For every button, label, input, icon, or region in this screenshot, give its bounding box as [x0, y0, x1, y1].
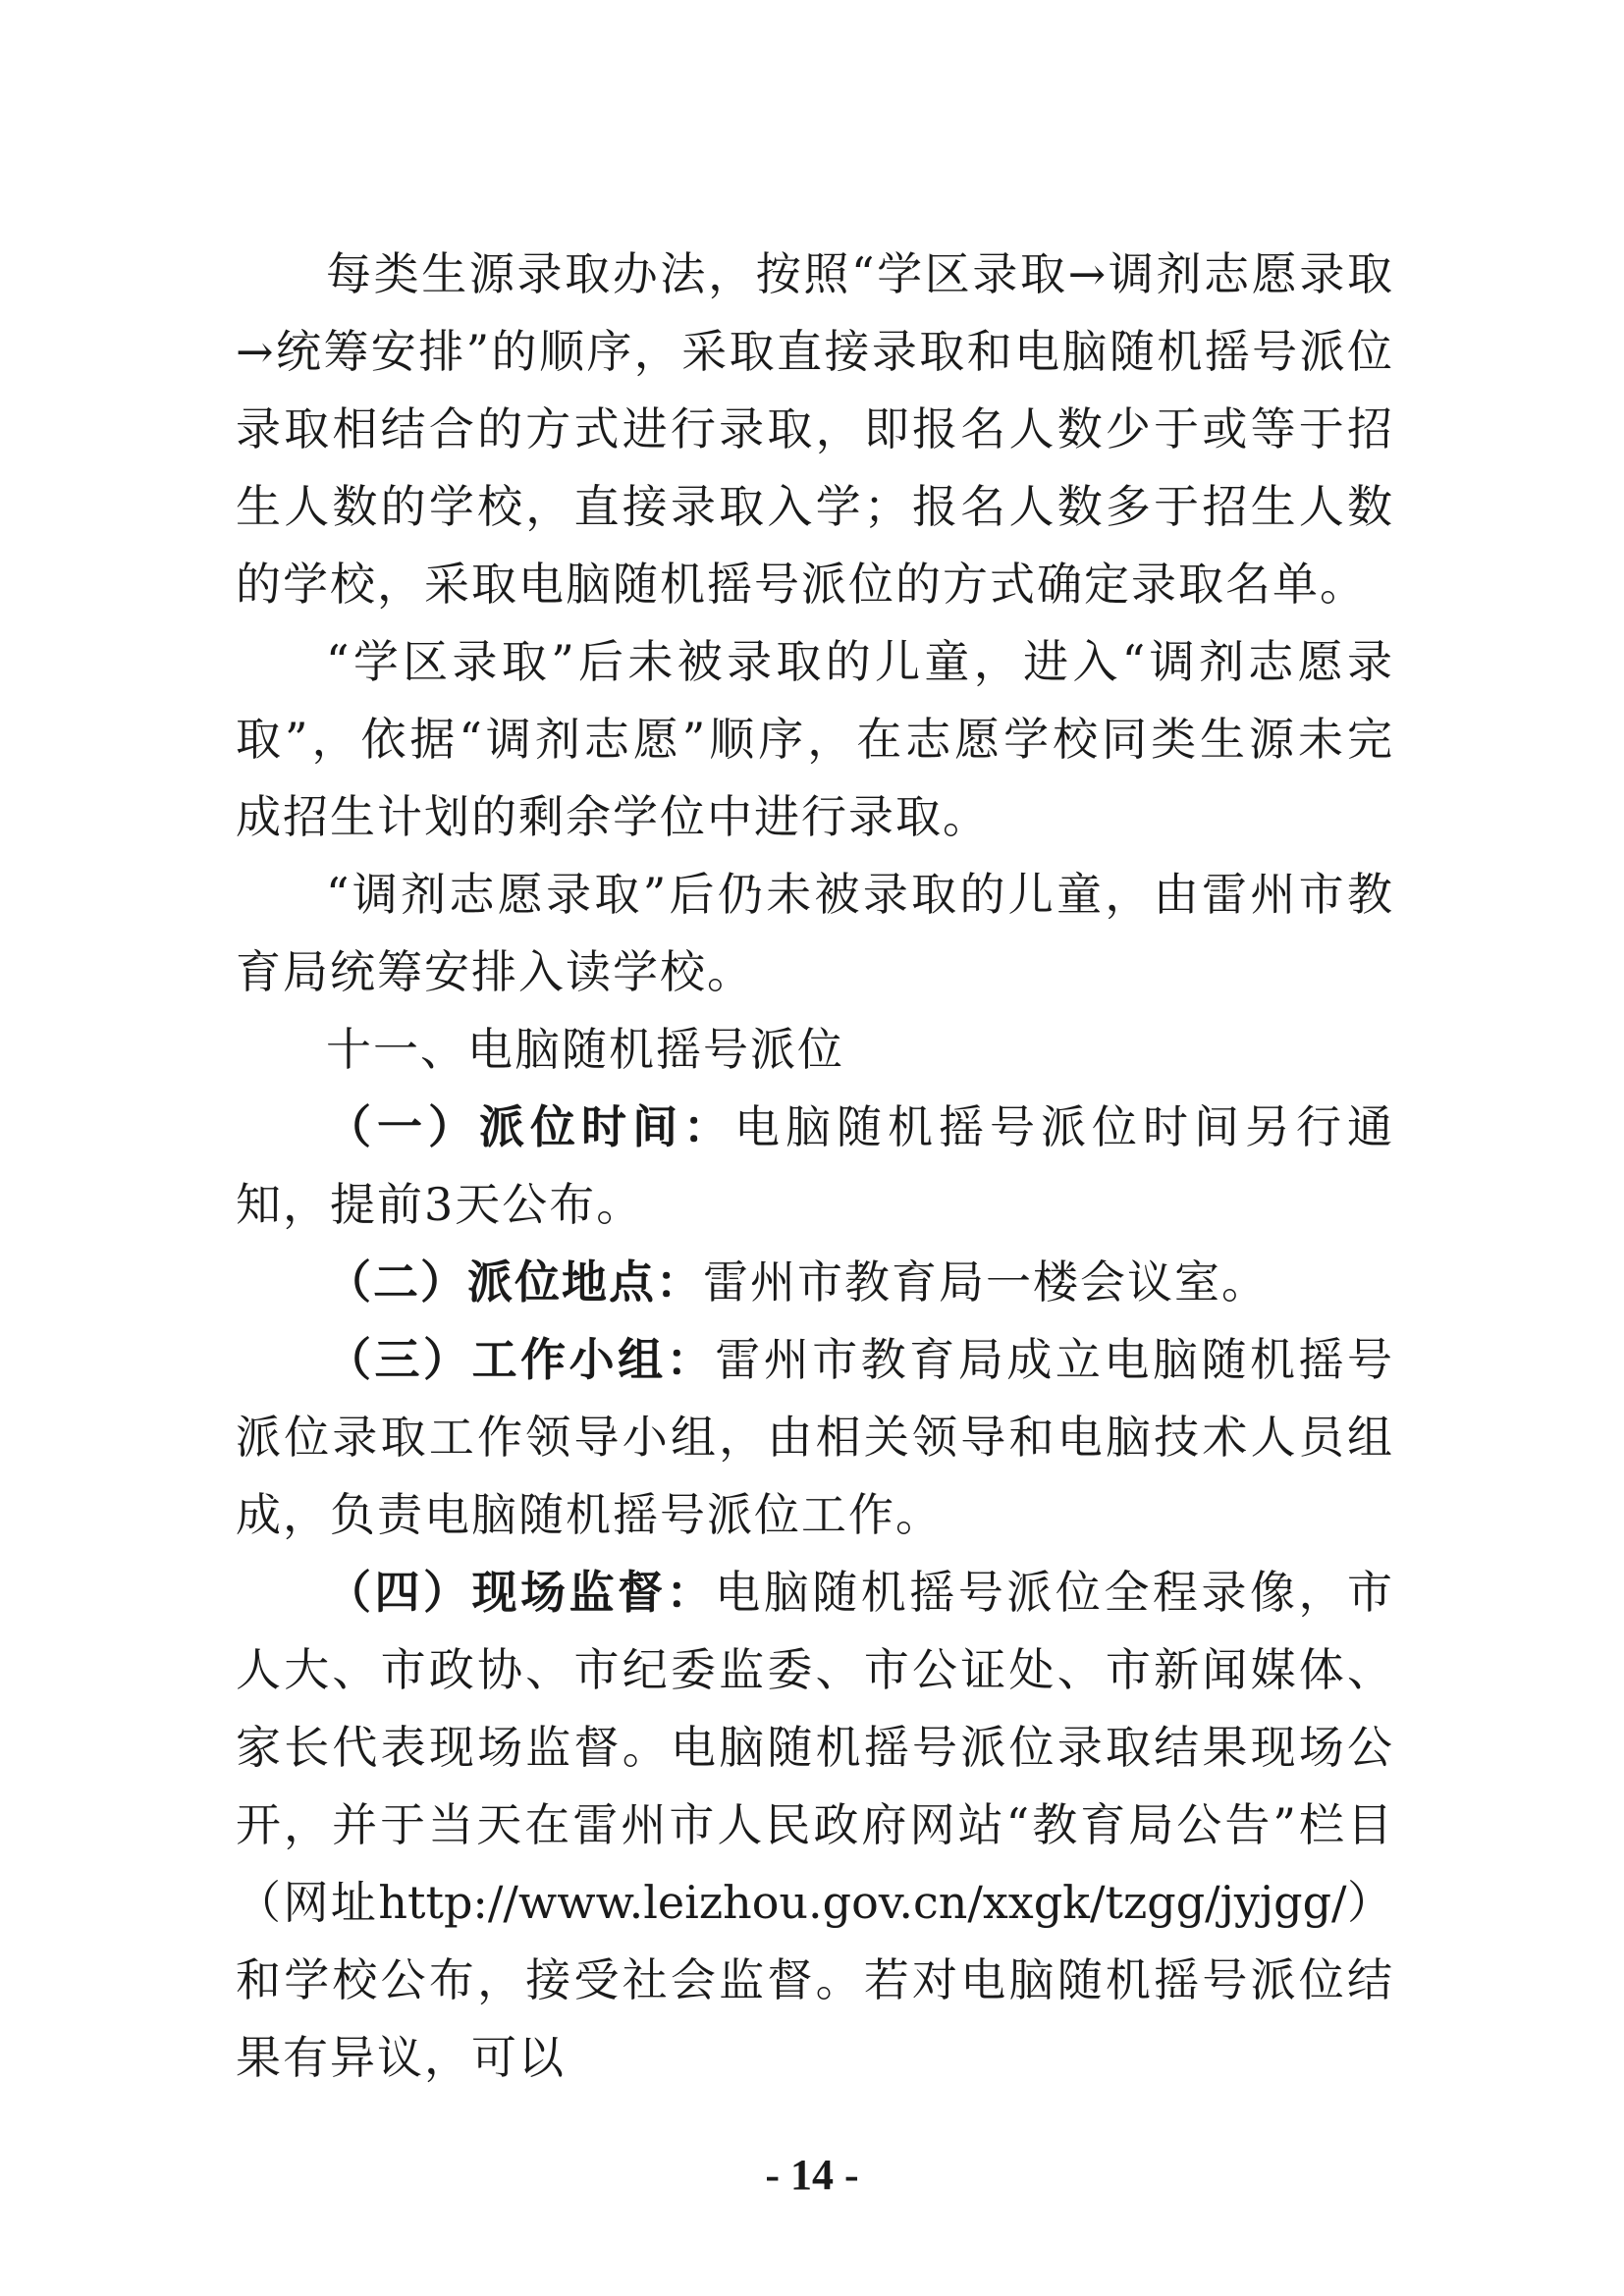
- page-number: - 14 -: [765, 2151, 859, 2199]
- item-text: 电脑随机摇号派位时间另行通知，提前3天公布。: [236, 1100, 1394, 1231]
- website-url: http://www.leizhou.gov.cn/xxgk/tzgg/jyjgg/: [378, 1876, 1347, 1929]
- paragraph-district-admission: “学区录取”后未被录取的儿童，进入“调剂志愿录取”，依据“调剂志愿”顺序，在志愿学校同类生源未完成招生计划的剩余学位中进行录取。: [236, 635, 1394, 843]
- item-lead: （一）派位时间：: [326, 1100, 734, 1153]
- item-text: 雷州市教育局一楼会议室。: [703, 1255, 1269, 1308]
- item-lead: （三）工作小组：: [326, 1333, 716, 1386]
- paragraph-admission-method: 每类生源录取办法，按照“学区录取→调剂志愿录取→统筹安排”的顺序，采取直接录取和电脑随机摇号派位录取相结合的方式进行录取，即报名人数少于或等于招生人数的学校，直接录取入学；报名人数多于招生人数的学校，采取电脑随机摇号派位的方式确定录取名单。: [236, 247, 1394, 611]
- item-text-after: ）和学校公布，接受社会监督。若对电脑随机摇号派位结果有异议，可以: [236, 1876, 1395, 2084]
- paragraph-adjustment-admission: “调剂志愿录取”后仍未被录取的儿童，由雷州市教育局统筹安排入读学校。: [236, 868, 1394, 998]
- item-text: 电脑随机摇号派位全程录像，市人大、市政协、市纪委监委、市公证处、市新闻媒体、家长代表现场监督。电脑随机摇号派位录取结果现场公开，并于当天在雷州市人民政府网站“教育局公告”栏目（网址: [236, 1566, 1395, 1929]
- item-lead: （四）现场监督：: [326, 1566, 716, 1619]
- item-lead: （二）派位地点：: [326, 1255, 703, 1308]
- item-lottery-location: [236, 1244, 1394, 1321]
- item-text: 雷州市教育局成立电脑随机摇号派位录取工作领导小组，由相关领导和电脑技术人员组成，负责电脑随机摇号派位工作。: [236, 1333, 1395, 1541]
- body-text: [236, 236, 1394, 2097]
- item-lottery-time: [236, 1089, 1394, 1244]
- item-working-group: [236, 1321, 1394, 1554]
- item-onsite-supervision: [236, 1554, 1394, 2097]
- section-heading: 十一、电脑随机摇号派位: [326, 1023, 844, 1076]
